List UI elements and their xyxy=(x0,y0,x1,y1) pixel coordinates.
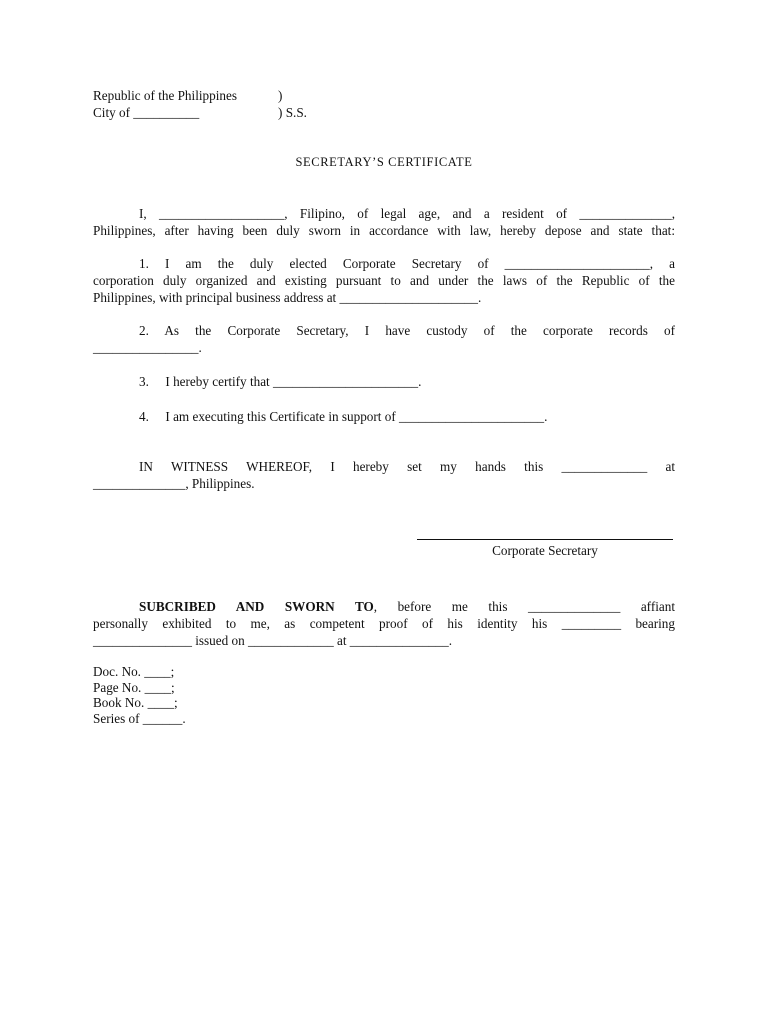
notarial-page: Page No. ____; xyxy=(93,680,175,695)
item-1-line-2: corporation duly organized and existing pursuant to and under the laws of the Republic of the xyxy=(93,273,675,288)
jurat-line-3: _______________ issued on _____________ at _______________. xyxy=(93,633,452,648)
intro-line-1: I, ___________________, Filipino, of legal age, and a resident of ______________, xyxy=(139,206,675,221)
witness-line-2: ______________, Philippines. xyxy=(93,476,255,491)
notarial-doc: Doc. No. ____; xyxy=(93,664,175,679)
header-city: City of __________ xyxy=(93,105,200,120)
item-2-line-1: 2. As the Corporate Secretary, I have custody of the corporate records of xyxy=(139,323,675,338)
document-title: SECRETARY’S CERTIFICATE xyxy=(295,155,473,169)
item-1-line-3: Philippines, with principal business address at _____________________. xyxy=(93,290,482,305)
signature-line xyxy=(417,539,673,540)
item-1-line-1: 1. I am the duly elected Corporate Secretary of ______________________, a xyxy=(139,256,675,271)
jurat-line-2: personally exhibited to me, as competent proof of his identity his _________ bearing xyxy=(93,616,675,631)
header-republic: Republic of the Philippines xyxy=(93,88,237,103)
notarial-book: Book No. ____; xyxy=(93,695,178,710)
intro-line-2: Philippines, after having been duly sworn in accordance with law, hereby depose and state that: xyxy=(93,223,675,238)
jurat-bold-heading: SUBCRIBED AND SWORN TO xyxy=(139,599,374,614)
item-2-line-2: ________________. xyxy=(93,340,202,355)
header-paren: ) xyxy=(278,88,283,103)
witness-line-1: IN WITNESS WHEREOF, I hereby set my hands this _____________ at xyxy=(139,459,675,474)
item-4: 4. I am executing this Certificate in support of ______________________. xyxy=(139,409,548,424)
item-3: 3. I hereby certify that ______________________. xyxy=(139,374,422,389)
header-ss: ) S.S. xyxy=(278,105,307,120)
signature-caption: Corporate Secretary xyxy=(492,543,598,558)
jurat-line-1 xyxy=(139,598,675,615)
notarial-series: Series of ______. xyxy=(93,711,186,726)
jurat-line-1-rest: , before me this ______________ affiant xyxy=(373,599,675,614)
